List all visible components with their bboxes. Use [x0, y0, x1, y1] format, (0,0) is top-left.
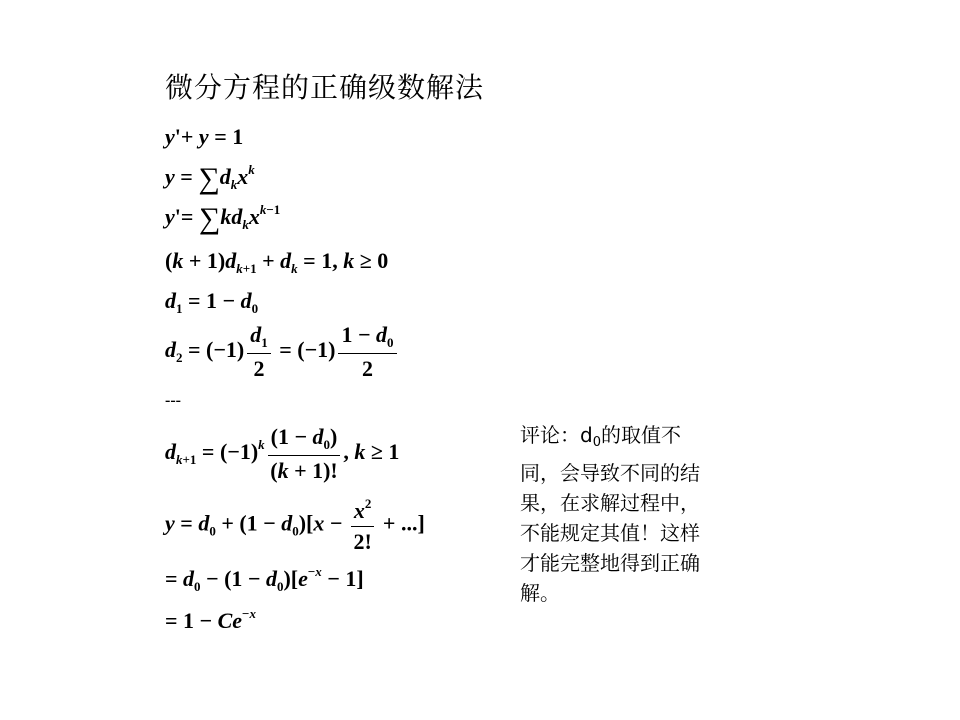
equation-general-term: $d_{k+1} = (-1)^k$ $\frac{(1 - d_0)}{(k + 1)!}$ , k ≥ 1 — [165, 424, 400, 483]
equation-ode: y'+ y = 1 — [165, 124, 244, 149]
equation-closed-form: = $d_0 - (1 - d_0)[e^{-x} - 1]$ — [165, 564, 364, 594]
equation-final: = $1 - Ce^{-x}$ — [165, 606, 256, 633]
equation-derivative: $y'= \sum kd_kx^{k-1}$ — [165, 202, 281, 235]
equation-series: $y = \sum d_kx^k$ — [165, 162, 255, 195]
equation-recurrence: $(k + 1)d_{k+1} + d_k = 1$, k ≥ 0 — [165, 248, 389, 276]
equation-d1: $d_1 = 1 - d_0$ — [165, 288, 259, 316]
equation-d2: $d_2 = (-1)$ $\frac{d_1}{2}$ = (−1) $\frac{1 - d_0}{2}$ — [165, 322, 400, 382]
remark-line-1: 评论：$d_0$的取值不 — [520, 423, 681, 450]
remark-line-6: 解。 — [520, 581, 560, 605]
ellipsis: --- — [165, 392, 181, 409]
remark-line-5: 才能完整地得到正确 — [520, 551, 700, 575]
remark-line-3: 果，在求解过程中， — [520, 491, 700, 515]
remark-line-4: 不能规定其值！这样 — [520, 521, 700, 545]
slide-title: 微分方程的正确级数解法 — [165, 71, 485, 104]
remark-text — [520, 420, 750, 608]
remark-line-2: 同，会导致不同的结 — [520, 461, 700, 485]
equation-solution-series: $y = d_0 + (1 - d_0)[x$ − $\frac{x^2}{2!}$ + ...] — [165, 496, 425, 554]
